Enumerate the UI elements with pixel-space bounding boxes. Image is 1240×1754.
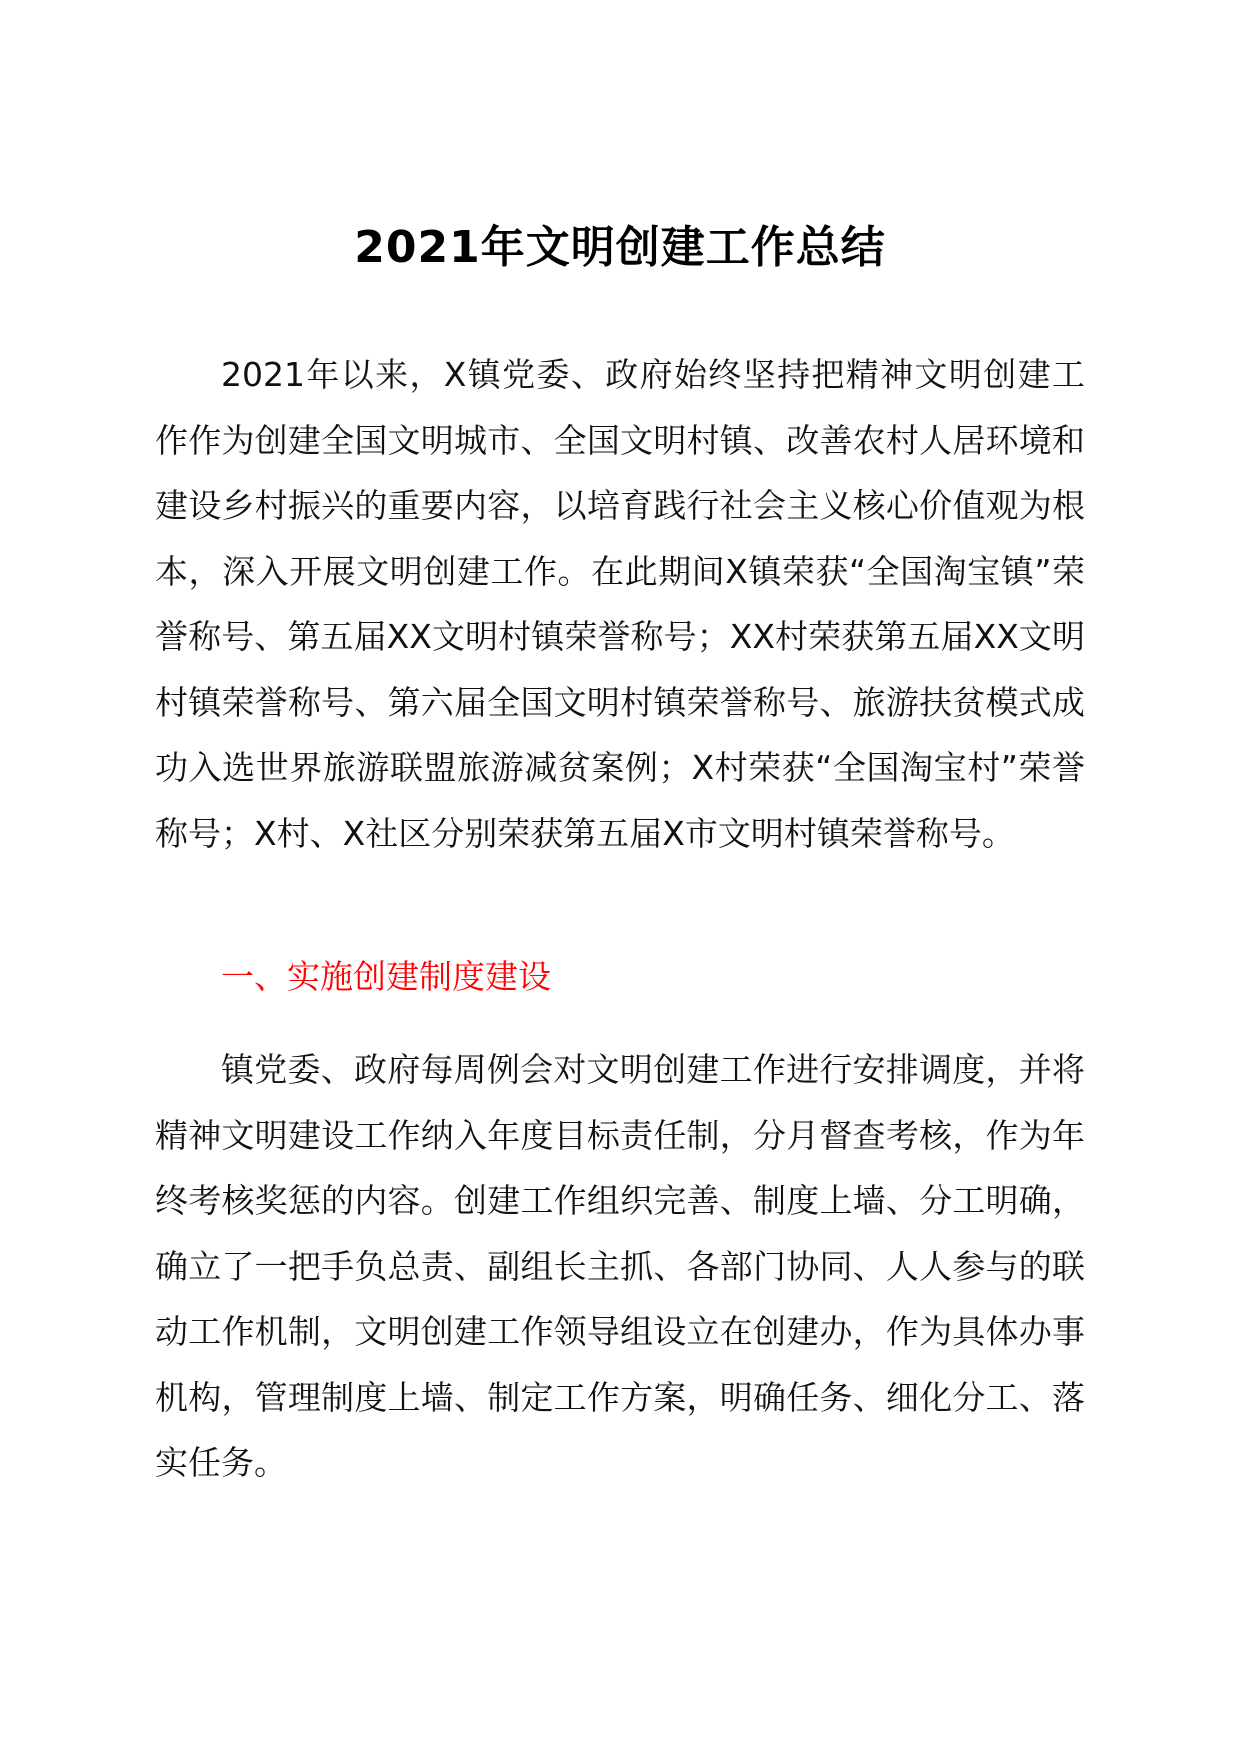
section-heading: 一、实施创建制度建设 — [221, 957, 551, 996]
intro-paragraph: 2021年以来，X镇党委、政府始终坚持把精神文明创建工作作为创建全国文明城市、全国文明村镇、改善农村人居环境和建设乡村振兴的重要内容，以培育践行社会主义核心价值观为根本，深入开展文明创建工作。在此期间X镇荣获“全国淘宝镇”荣誉称号、第五届XX文明村镇荣誉称号；XX村荣获第五届XX文明村镇荣誉称号、第六届全国文明村镇荣誉称号、旅游扶贫模式成功入选世界旅游联盟旅游减贫案例；X村荣获“全国淘宝村”荣誉称号；X村、X社区分别荣获第五届X市文明村镇荣誉称号。 — [155, 355, 1085, 853]
document-title: 2021年文明创建工作总结 — [354, 222, 886, 273]
section-paragraph: 镇党委、政府每周例会对文明创建工作进行安排调度，并将精神文明建设工作纳入年度目标责任制，分月督查考核，作为年终考核奖惩的内容。创建工作组织完善、制度上墙、分工明确，确立了一把手负总责、副组长主抓、各部门协同、人人参与的联动工作机制，文明创建工作领导组设立在创建办，作为具体办事机构，管理制度上墙、制定工作方案，明确任务、细化分工、落实任务。 — [155, 1050, 1085, 1482]
